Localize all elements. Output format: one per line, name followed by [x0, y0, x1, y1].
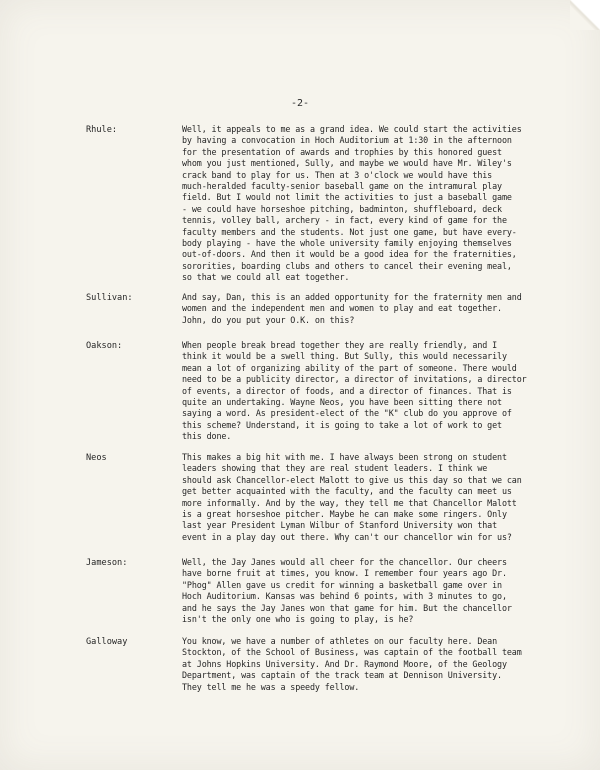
speech-line: event in a play day out there. Why can't our chancellor win for us?: [182, 531, 512, 542]
speech-line: for the presentation of awards and trophies by this honored guest: [182, 146, 502, 157]
speech-line: They tell me he was a speedy fellow.: [182, 681, 360, 692]
speech-line: Well, the Jay Janes would all cheer for the chancellor. Our cheers: [182, 557, 507, 567]
speech-line: quite an undertaking. Wayne Neos, you have been sitting there not: [182, 396, 502, 407]
speech-text: [182, 292, 542, 326]
speech-line: You know, we have a number of athletes on our faculty here. Dean: [182, 636, 498, 646]
page-number: -2-: [290, 98, 310, 109]
speech-line: body playing - have the whole university family enjoying themselves: [182, 237, 512, 248]
speech-line: - we could have horseshoe pitching, badminton, shuffleboard, deck: [182, 203, 502, 214]
speech-line: isn't the only one who is going to play, is he?: [182, 613, 414, 624]
speaker-name: Oakson:: [86, 341, 123, 351]
speaker-name: Jameson:: [86, 558, 128, 568]
speech-line: this done.: [182, 431, 232, 442]
speech-line: crack band to play for us. Then at 3 o'clock we would have this: [182, 169, 493, 180]
speech-line: out-of-doors. And then it would be a good idea for the fraternities,: [182, 249, 517, 260]
speech-text: [182, 452, 542, 543]
speech-line: last year President Lyman Wilbur of Stanford University won that: [182, 520, 498, 531]
speech-line: sororities, boarding clubs and others to cancel their evening meal,: [182, 260, 512, 271]
speech-line: is a great horseshoe pitcher. Maybe he can make some ringers. Only: [182, 508, 507, 519]
speech-line: mean a lot of organizing ability of the part of someone. There would: [182, 362, 517, 373]
speech-text: [182, 636, 542, 693]
speaker-name: Galloway: [86, 637, 128, 647]
speech-line: have borne fruit at times, you know. I remember four years ago Dr.: [182, 568, 507, 579]
speech-line: and he says the Jay Janes won that game for him. But the chancellor: [182, 602, 512, 613]
speech-line: faculty members and the students. Not just one game, but have every-: [182, 226, 517, 237]
speech-line: need to be a publicity director, a director of invitations, a director: [182, 374, 527, 385]
speech-line: this scheme? Understand, it is going to take a lot of work to get: [182, 419, 502, 430]
speech-line: And say, Dan, this is an added opportunity for the fraternity men and: [182, 292, 522, 302]
speech-line: field. But I would not limit the activities to just a baseball game: [182, 192, 512, 203]
speech-line: tennis, volley ball, archery - in fact, every kind of game for the: [182, 215, 507, 226]
speaker-name: Sullivan:: [86, 293, 133, 303]
speech-line: more informally. And by the way, they tell me that Chancellor Malott: [182, 497, 517, 508]
speech-line: leaders showing that they are real student leaders. I think we: [182, 463, 488, 474]
speaker-name: Rhule:: [86, 125, 118, 135]
speech-text: [182, 557, 542, 625]
speech-text: [182, 124, 542, 283]
speech-line: get better acquainted with the faculty, and the faculty can meet us: [182, 486, 512, 497]
speech-line: Department, was captain of the track team at Dennison University.: [182, 670, 502, 681]
speech-line: This makes a big hit with me. I have always been strong on student: [182, 452, 507, 462]
folded-corner: [570, 0, 600, 30]
speech-line: Well, it appeals to me as a grand idea. We could start the activities: [182, 124, 522, 134]
speech-line: should ask Chancellor-elect Malott to give us this day so that we can: [182, 474, 522, 485]
speech-line: Hoch Auditorium. Kansas was behind 6 points, with 3 minutes to go,: [182, 591, 507, 602]
speech-line: at Johns Hopkins University. And Dr. Raymond Moore, of the Geology: [182, 658, 507, 669]
speech-line: of events, a director of foods, and a director of finances. That is: [182, 385, 512, 396]
speech-line: so that we could all eat together.: [182, 272, 350, 283]
speaker-name: Neos: [86, 453, 107, 463]
speech-line: When people break bread together they are really friendly, and I: [182, 340, 498, 350]
speech-line: John, do you put your O.K. on this?: [182, 314, 355, 325]
speech-line: by having a convocation in Hoch Auditorium at 1:30 in the afternoon: [182, 135, 512, 146]
speech-line: women and the independent men and women to play and eat together.: [182, 303, 502, 314]
speech-line: Stockton, of the School of Business, was captain of the football team: [182, 647, 522, 658]
speech-line: think it would be a swell thing. But Sully, this would necessarily: [182, 351, 507, 362]
speech-line: "Phog" Allen gave us credit for winning a basketball game over in: [182, 579, 502, 590]
speech-line: saying a word. As president-elect of the "K" club do you approve of: [182, 408, 512, 419]
speech-line: whom you just mentioned, Sully, and maybe we would have Mr. Wiley's: [182, 158, 512, 169]
speech-text: [182, 340, 542, 443]
speech-line: much-heralded faculty-senior baseball game on the intramural play: [182, 180, 502, 191]
